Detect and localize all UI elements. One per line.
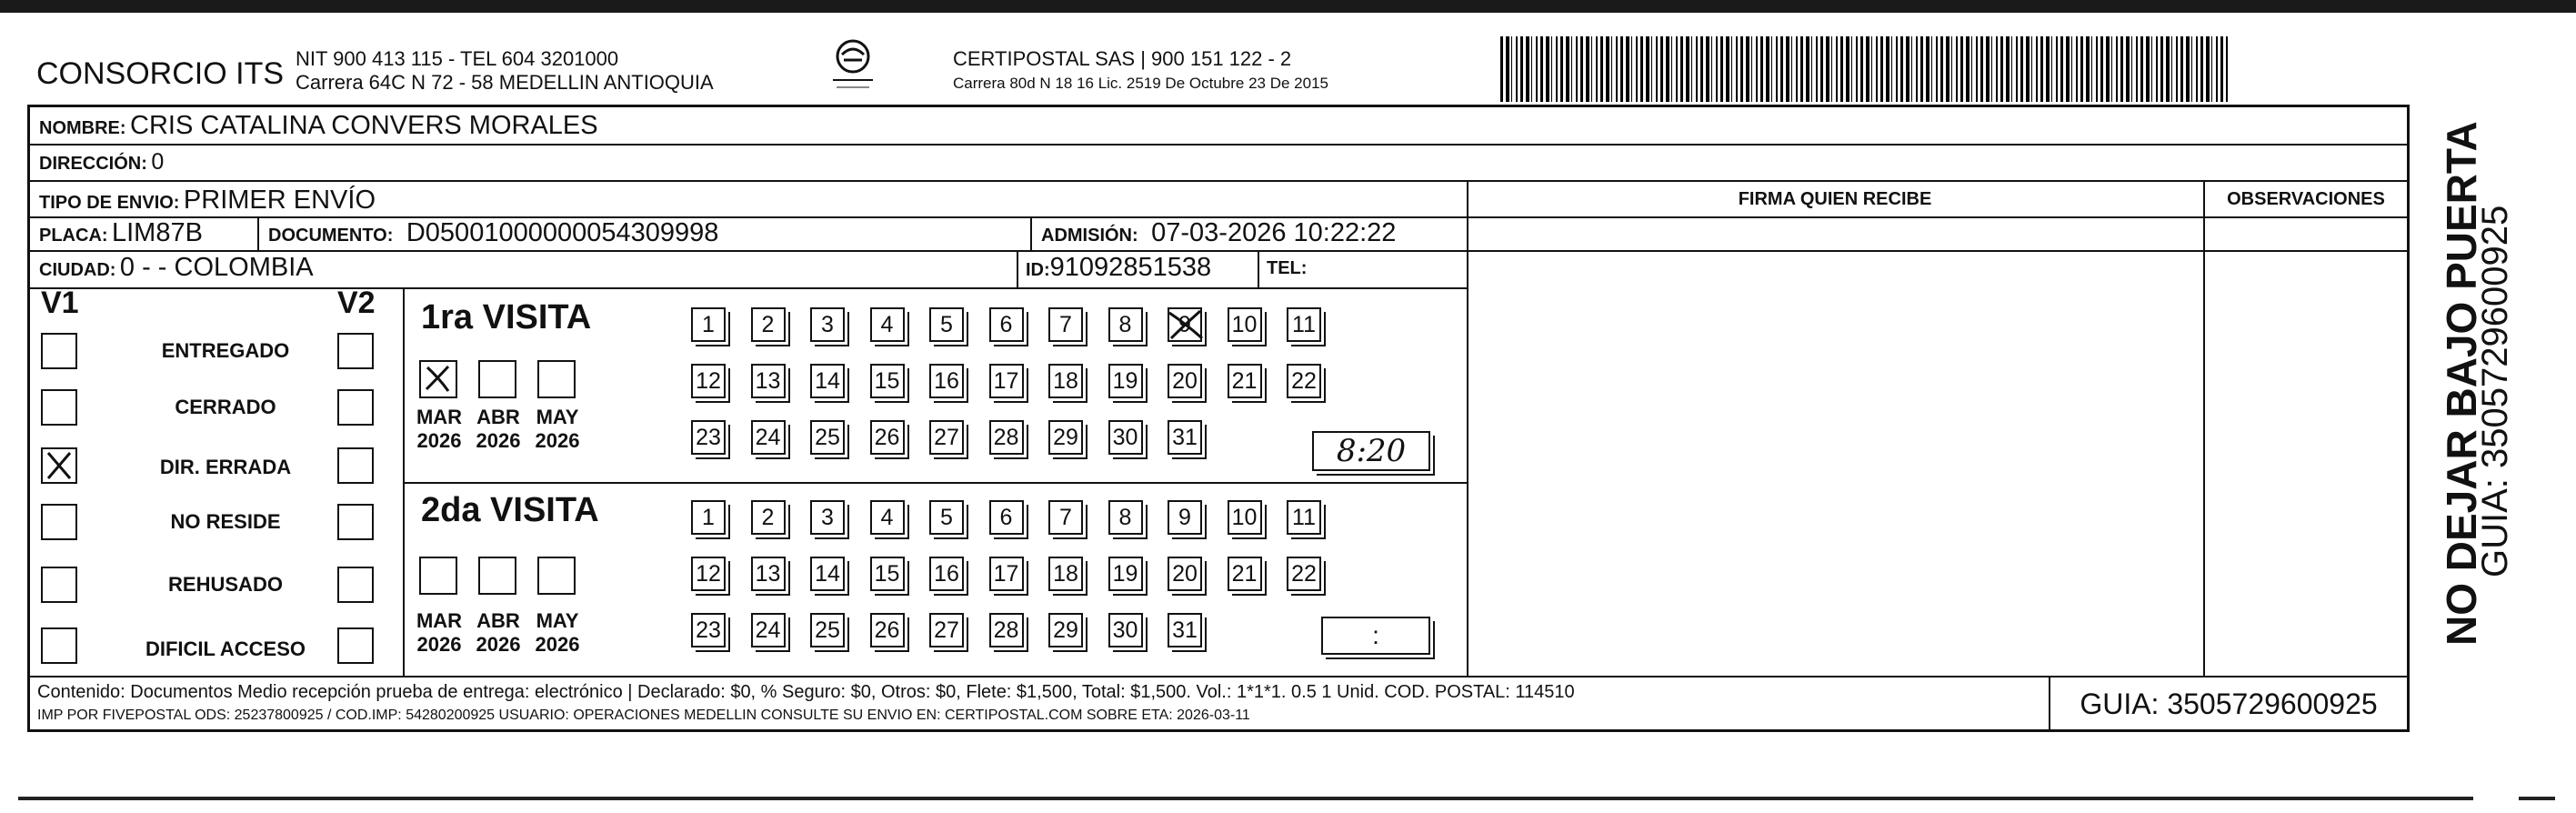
visit1-month-label xyxy=(530,406,585,453)
visit1-day-17[interactable]: 17 xyxy=(989,364,1024,398)
visit2-day-2[interactable]: 2 xyxy=(751,500,786,535)
visit1-month: ABR xyxy=(476,406,520,428)
admision-row xyxy=(1041,218,1396,248)
visit1-day-24[interactable]: 24 xyxy=(751,420,786,455)
v2-checkbox-rehusado[interactable] xyxy=(337,567,374,603)
visit1-time-field[interactable]: 8:20 xyxy=(1312,431,1430,471)
top-edge xyxy=(0,0,2576,13)
visit1-day-25[interactable]: 25 xyxy=(810,420,845,455)
visit2-month-may-box[interactable] xyxy=(537,557,576,595)
visit2-day-6[interactable]: 6 xyxy=(989,500,1024,535)
v2-checkbox-dificil-acceso[interactable] xyxy=(337,627,374,664)
v2-checkbox-entregado[interactable] xyxy=(337,333,374,369)
visit1-day-3[interactable]: 3 xyxy=(810,307,845,342)
tipo-value: PRIMER ENVÍO xyxy=(183,186,376,215)
visit1-day-23[interactable]: 23 xyxy=(691,420,726,455)
ciudad-label: CIUDAD: xyxy=(39,260,116,280)
visit1-day-1[interactable]: 1 xyxy=(691,307,726,342)
visit2-day-7[interactable]: 7 xyxy=(1048,500,1083,535)
v1-header: V1 xyxy=(41,286,79,320)
footer-guia: GUIA: 3505729600925 xyxy=(2080,688,2378,720)
option-cerrado: CERRADO xyxy=(175,396,276,418)
firma-header: FIRMA QUIEN RECIBE xyxy=(1738,189,1932,209)
visit2-day-27[interactable]: 27 xyxy=(929,613,964,647)
visit1-day-21[interactable]: 21 xyxy=(1228,364,1262,398)
visit1-day-4[interactable]: 4 xyxy=(870,307,905,342)
visit2-day-14[interactable]: 14 xyxy=(810,557,845,591)
cell-divider xyxy=(1030,216,1032,250)
visit1-day-29[interactable]: 29 xyxy=(1048,420,1083,455)
ciudad-row xyxy=(39,253,314,283)
visit2-day-22[interactable]: 22 xyxy=(1287,557,1321,591)
row-divider xyxy=(30,144,2407,146)
visit2-day-23[interactable]: 23 xyxy=(691,613,726,647)
bottom-edge xyxy=(18,797,2473,800)
visit1-year: 2026 xyxy=(416,429,462,452)
visit1-year: 2026 xyxy=(476,429,521,452)
visit1-day-2[interactable]: 2 xyxy=(751,307,786,342)
footer-contenido: Contenido: Documentos Medio recepción prueba de entrega: electrónico | Declarado: $0, % Seguro: $0, Otros: $0, Flete: $1,500, Total: $1,500. Vol.: 1*1*1. 0.5 1 Unid. COD. POSTAL: 114510 xyxy=(37,682,1575,702)
visit2-day-4[interactable]: 4 xyxy=(870,500,905,535)
visit1-day-26[interactable]: 26 xyxy=(870,420,905,455)
documento-label: DOCUMENTO: xyxy=(268,226,394,246)
visit1-title: 1ra VISITA xyxy=(421,298,592,336)
x-mark-icon xyxy=(421,362,456,396)
visit1-month-mar-box[interactable] xyxy=(419,360,457,398)
visit1-day-15[interactable]: 15 xyxy=(870,364,905,398)
column-divider xyxy=(2203,180,2205,676)
nombre-label: NOMBRE: xyxy=(39,118,126,138)
tel-label: TEL: xyxy=(1267,258,1308,278)
visit1-day-11[interactable]: 11 xyxy=(1287,307,1321,342)
visit1-day-30[interactable]: 30 xyxy=(1108,420,1143,455)
visit1-year: 2026 xyxy=(535,429,580,452)
visit2-day-1[interactable]: 1 xyxy=(691,500,726,535)
visit2-month: MAR xyxy=(416,609,463,632)
visit2-month-label xyxy=(471,609,526,657)
row-divider xyxy=(30,180,2407,182)
visit2-day-12[interactable]: 12 xyxy=(691,557,726,591)
nombre-row xyxy=(39,111,598,141)
admision-value: 07-03-2026 10:22:22 xyxy=(1151,218,1397,247)
visit2-day-13[interactable]: 13 xyxy=(751,557,786,591)
visit2-month: ABR xyxy=(476,609,520,632)
x-mark-icon xyxy=(43,449,75,482)
v1-checkbox-entregado[interactable] xyxy=(41,333,77,369)
provider-name: CERTIPOSTAL SAS | 900 151 122 - 2 xyxy=(953,47,1292,70)
visit2-day-21[interactable]: 21 xyxy=(1228,557,1262,591)
documento-row xyxy=(268,218,718,248)
visit1-day-31[interactable]: 31 xyxy=(1168,420,1202,455)
visit2-month-abr-box[interactable] xyxy=(478,557,516,595)
row-divider xyxy=(30,250,2407,252)
visit1-day-9[interactable]: 9 xyxy=(1168,307,1202,342)
visit2-day-15[interactable]: 15 xyxy=(870,557,905,591)
option-dificil-acceso: DIFICIL ACCESO xyxy=(145,637,306,660)
visit1-day-13[interactable]: 13 xyxy=(751,364,786,398)
visit1-month: MAR xyxy=(416,406,463,428)
column-divider xyxy=(403,287,405,676)
visit2-year: 2026 xyxy=(535,633,580,656)
visit1-day-7[interactable]: 7 xyxy=(1048,307,1083,342)
cell-divider xyxy=(1017,250,1018,287)
column-divider xyxy=(1467,180,1468,676)
visit1-day-12[interactable]: 12 xyxy=(691,364,726,398)
visit-divider xyxy=(403,482,1467,484)
visit2-day-19[interactable]: 19 xyxy=(1108,557,1143,591)
visit2-month-label xyxy=(530,609,585,657)
visit2-day-3[interactable]: 3 xyxy=(810,500,845,535)
visit2-day-30[interactable]: 30 xyxy=(1108,613,1143,647)
visit1-month-may-box[interactable] xyxy=(537,360,576,398)
company-address: Carrera 64C N 72 - 58 MEDELLIN ANTIOQUIA xyxy=(296,71,714,94)
visit1-day-22[interactable]: 22 xyxy=(1287,364,1321,398)
id-row xyxy=(1026,253,1211,283)
option-entregado: ENTREGADO xyxy=(161,339,290,362)
visit2-day-10[interactable]: 10 xyxy=(1228,500,1262,535)
visit2-month-mar-box[interactable] xyxy=(419,557,457,595)
visit2-day-11[interactable]: 11 xyxy=(1287,500,1321,535)
visit2-year: 2026 xyxy=(476,633,521,656)
visit1-day-28[interactable]: 28 xyxy=(989,420,1024,455)
visit1-day-5[interactable]: 5 xyxy=(929,307,964,342)
footer-imp: IMP POR FIVEPOSTAL ODS: 25237800925 / COD.IMP: 54280200925 USUARIO: OPERACIONES MEDELLIN CONSULTE SU ENVIO EN: CERTIPOSTAL.COM SOBRE ETA: 2026-03-11 xyxy=(37,708,1250,723)
provider-license: Carrera 80d N 18 16 Lic. 2519 De Octubre 23 De 2015 xyxy=(953,75,1328,92)
visit2-day-18[interactable]: 18 xyxy=(1048,557,1083,591)
visit1-day-6[interactable]: 6 xyxy=(989,307,1024,342)
visit1-month-label xyxy=(412,406,466,453)
visit2-day-17[interactable]: 17 xyxy=(989,557,1024,591)
visit1-month-label xyxy=(471,406,526,453)
visit2-day-31[interactable]: 31 xyxy=(1168,613,1202,647)
observaciones-header: OBSERVACIONES xyxy=(2227,189,2385,209)
certipostal-logo xyxy=(827,36,878,96)
shipping-label-frame xyxy=(27,105,2410,732)
ciudad-value: 0 - - COLOMBIA xyxy=(119,253,314,282)
visit2-day-9[interactable]: 9 xyxy=(1168,500,1202,535)
id-label: ID: xyxy=(1026,260,1050,280)
visit1-day-19[interactable]: 19 xyxy=(1108,364,1143,398)
id-value: 91092851538 xyxy=(1049,253,1212,282)
visit2-day-29[interactable]: 29 xyxy=(1048,613,1083,647)
direccion-label: DIRECCIÓN: xyxy=(39,154,147,174)
visit1-day-8[interactable]: 8 xyxy=(1108,307,1143,342)
v1-checkbox-dir-errada[interactable] xyxy=(41,447,77,484)
visit2-day-20[interactable]: 20 xyxy=(1168,557,1202,591)
row-divider xyxy=(30,287,1467,289)
visit2-title: 2da VISITA xyxy=(421,491,599,529)
barcode xyxy=(1500,36,2228,102)
direccion-value: 0 xyxy=(151,149,165,175)
visit2-day-25[interactable]: 25 xyxy=(810,613,845,647)
visit2-day-28[interactable]: 28 xyxy=(989,613,1024,647)
visit1-day-16[interactable]: 16 xyxy=(929,364,964,398)
visit1-month-abr-box[interactable] xyxy=(478,360,516,398)
visit1-day-14[interactable]: 14 xyxy=(810,364,845,398)
v1-checkbox-cerrado[interactable] xyxy=(41,389,77,426)
option-dir-errada: DIR. ERRADA xyxy=(159,456,292,478)
visit1-day-20[interactable]: 20 xyxy=(1168,364,1202,398)
visit2-time-field[interactable]: : xyxy=(1321,617,1430,655)
nombre-value: CRIS CATALINA CONVERS MORALES xyxy=(130,111,598,140)
visit2-day-8[interactable]: 8 xyxy=(1108,500,1143,535)
placa-label: PLACA: xyxy=(39,226,108,246)
side-warning: NO DEJAR BAJO PUERTA xyxy=(2438,121,2485,646)
documento-value: D05001000000054309998 xyxy=(406,218,719,247)
visit1-day-18[interactable]: 18 xyxy=(1048,364,1083,398)
v1-checkbox-no-reside[interactable] xyxy=(41,504,77,540)
v2-checkbox-cerrado[interactable] xyxy=(337,389,374,426)
cell-divider xyxy=(1258,250,1259,287)
visit2-day-16[interactable]: 16 xyxy=(929,557,964,591)
bottom-edge xyxy=(2519,797,2555,800)
placa-value: LIM87B xyxy=(112,218,203,247)
company-name: CONSORCIO ITS xyxy=(36,56,285,91)
visit1-month: MAY xyxy=(536,406,579,428)
cell-divider xyxy=(257,216,259,250)
x-mark-icon xyxy=(1166,307,1206,344)
tipo-label: TIPO DE ENVIO: xyxy=(39,193,180,213)
side-guia: GUIA: 3505729600925 xyxy=(2475,205,2515,577)
option-rehusado: REHUSADO xyxy=(168,573,283,596)
visit1-day-10[interactable]: 10 xyxy=(1228,307,1262,342)
v1-checkbox-rehusado[interactable] xyxy=(41,567,77,603)
visit1-day-27[interactable]: 27 xyxy=(929,420,964,455)
v2-header: V2 xyxy=(337,286,376,320)
placa-row xyxy=(39,218,203,248)
direccion-row xyxy=(39,149,164,176)
visit2-month: MAY xyxy=(536,609,579,632)
option-no-reside: NO RESIDE xyxy=(170,510,281,533)
visit2-day-26[interactable]: 26 xyxy=(870,613,905,647)
visit2-month-label xyxy=(412,609,466,657)
visit2-day-5[interactable]: 5 xyxy=(929,500,964,535)
company-nit: NIT 900 413 115 - TEL 604 3201000 xyxy=(296,47,619,70)
v2-checkbox-no-reside[interactable] xyxy=(337,504,374,540)
v2-checkbox-dir-errada[interactable] xyxy=(337,447,374,484)
v1-checkbox-dificil-acceso[interactable] xyxy=(41,627,77,664)
admision-label: ADMISIÓN: xyxy=(1041,226,1138,246)
visit2-year: 2026 xyxy=(416,633,462,656)
visit2-day-24[interactable]: 24 xyxy=(751,613,786,647)
tipo-row xyxy=(39,186,376,216)
